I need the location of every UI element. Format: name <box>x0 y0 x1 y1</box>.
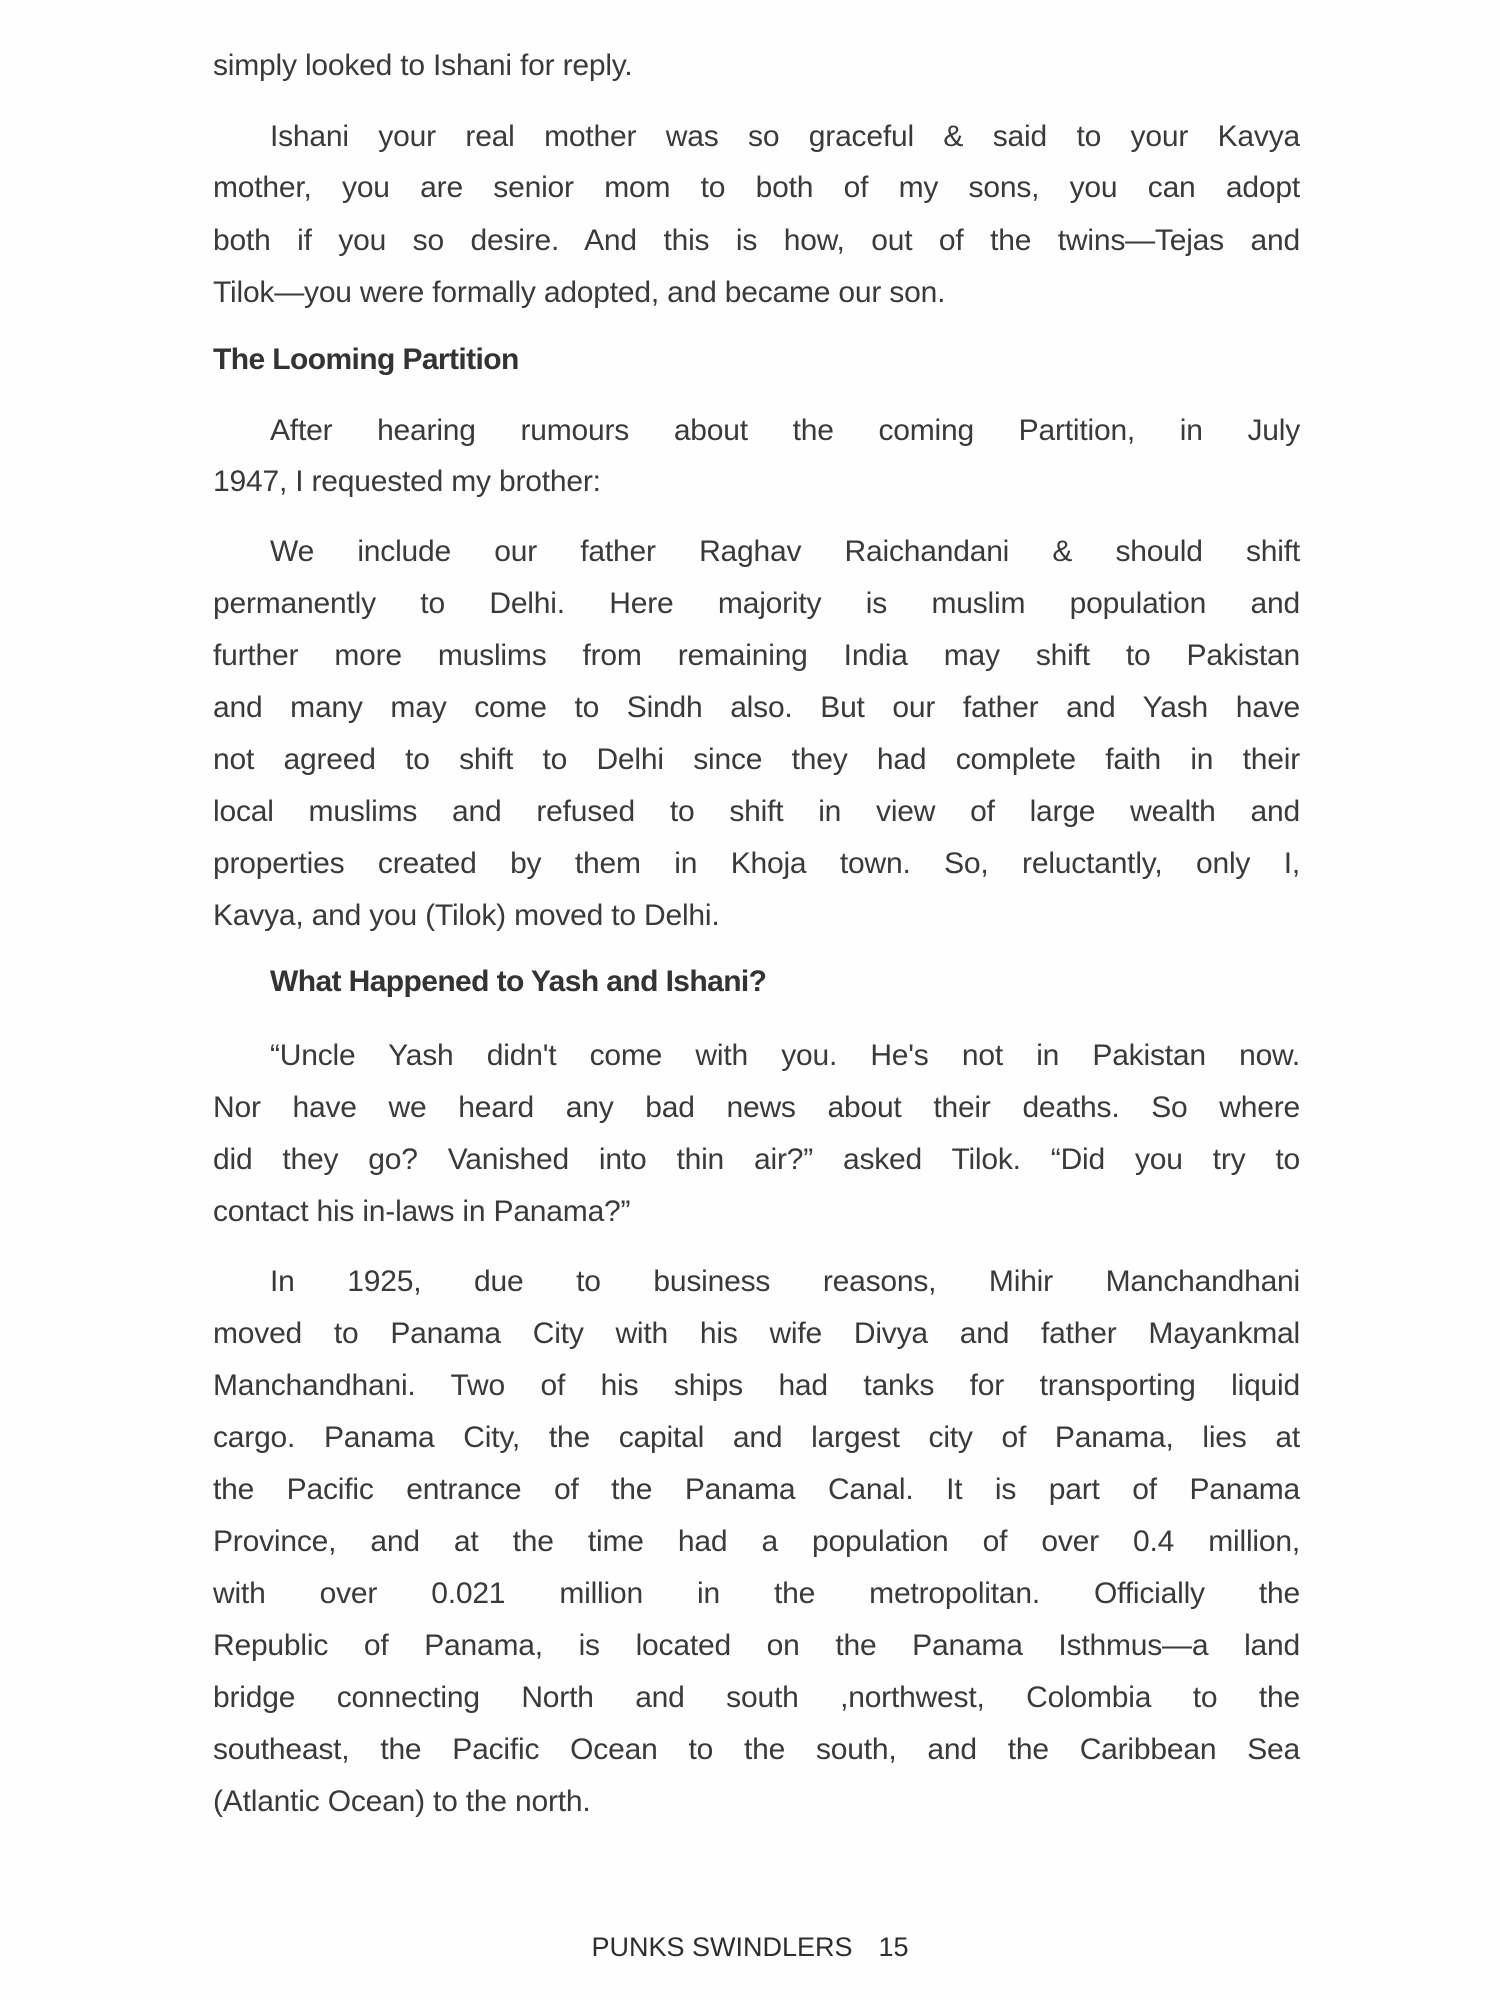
paragraph-line: both if you so desire. And this is how, out of the twins—Tejas and <box>213 224 1300 257</box>
section-heading-yash-and-ishani: What Happened to Yash and Ishani? <box>270 965 767 998</box>
paragraph-line: and many may come to Sindh also. But our father and Yash have <box>213 691 1300 724</box>
paragraph-line: “Uncle Yash didn't come with you. He's not in Pakistan now. <box>270 1039 1300 1072</box>
page-number: 15 <box>878 1932 909 1962</box>
paragraph-continuation-line: simply looked to Ishani for reply. <box>213 49 633 82</box>
paragraph-line: We include our father Raghav Raichandani & should shift <box>270 535 1300 568</box>
paragraph-line: After hearing rumours about the coming Partition, in July <box>270 414 1300 447</box>
paragraph-line: did they go? Vanished into thin air?” asked Tilok. “Did you try to <box>213 1143 1300 1176</box>
paragraph-line: bridge connecting North and south ,northwest, Colombia to the <box>213 1681 1300 1714</box>
paragraph-line: properties created by them in Khoja town. So, reluctantly, only I, <box>213 847 1300 880</box>
paragraph-line: permanently to Delhi. Here majority is muslim population and <box>213 587 1300 620</box>
paragraph-line: Province, and at the time had a population of over 0.4 million, <box>213 1525 1300 1558</box>
paragraph-line: Kavya, and you (Tilok) moved to Delhi. <box>213 899 720 932</box>
footer-book-title: PUNKS SWINDLERS <box>591 1932 853 1962</box>
paragraph-line: In 1925, due to business reasons, Mihir Manchandhani <box>270 1265 1300 1298</box>
paragraph-line: local muslims and refused to shift in view of large wealth and <box>213 795 1300 828</box>
section-heading-looming-partition: The Looming Partition <box>213 343 519 376</box>
paragraph-line: not agreed to shift to Delhi since they had complete faith in their <box>213 743 1300 776</box>
paragraph-line: with over 0.021 million in the metropolitan. Officially the <box>213 1577 1300 1610</box>
paragraph-line: contact his in-laws in Panama?” <box>213 1195 631 1228</box>
paragraph-line: (Atlantic Ocean) to the north. <box>213 1785 591 1818</box>
paragraph-line: cargo. Panama City, the capital and largest city of Panama, lies at <box>213 1421 1300 1454</box>
paragraph-line: Republic of Panama, is located on the Panama Isthmus—a land <box>213 1629 1300 1662</box>
paragraph-line: Nor have we heard any bad news about their deaths. So where <box>213 1091 1300 1124</box>
page-footer <box>0 1925 1500 1969</box>
paragraph-line: 1947, I requested my brother: <box>213 465 601 498</box>
paragraph-line: moved to Panama City with his wife Divya and father Mayankmal <box>213 1317 1300 1350</box>
paragraph-line: Ishani your real mother was so graceful & said to your Kavya <box>270 120 1300 153</box>
paragraph-line: Tilok—you were formally adopted, and became our son. <box>213 276 946 309</box>
paragraph-line: southeast, the Pacific Ocean to the south, and the Caribbean Sea <box>213 1733 1300 1766</box>
paragraph-line: mother, you are senior mom to both of my sons, you can adopt <box>213 171 1300 204</box>
paragraph-line: further more muslims from remaining India may shift to Pakistan <box>213 639 1300 672</box>
paragraph-line: Manchandhani. Two of his ships had tanks for transporting liquid <box>213 1369 1300 1402</box>
paragraph-line: the Pacific entrance of the Panama Canal. It is part of Panama <box>213 1473 1300 1506</box>
